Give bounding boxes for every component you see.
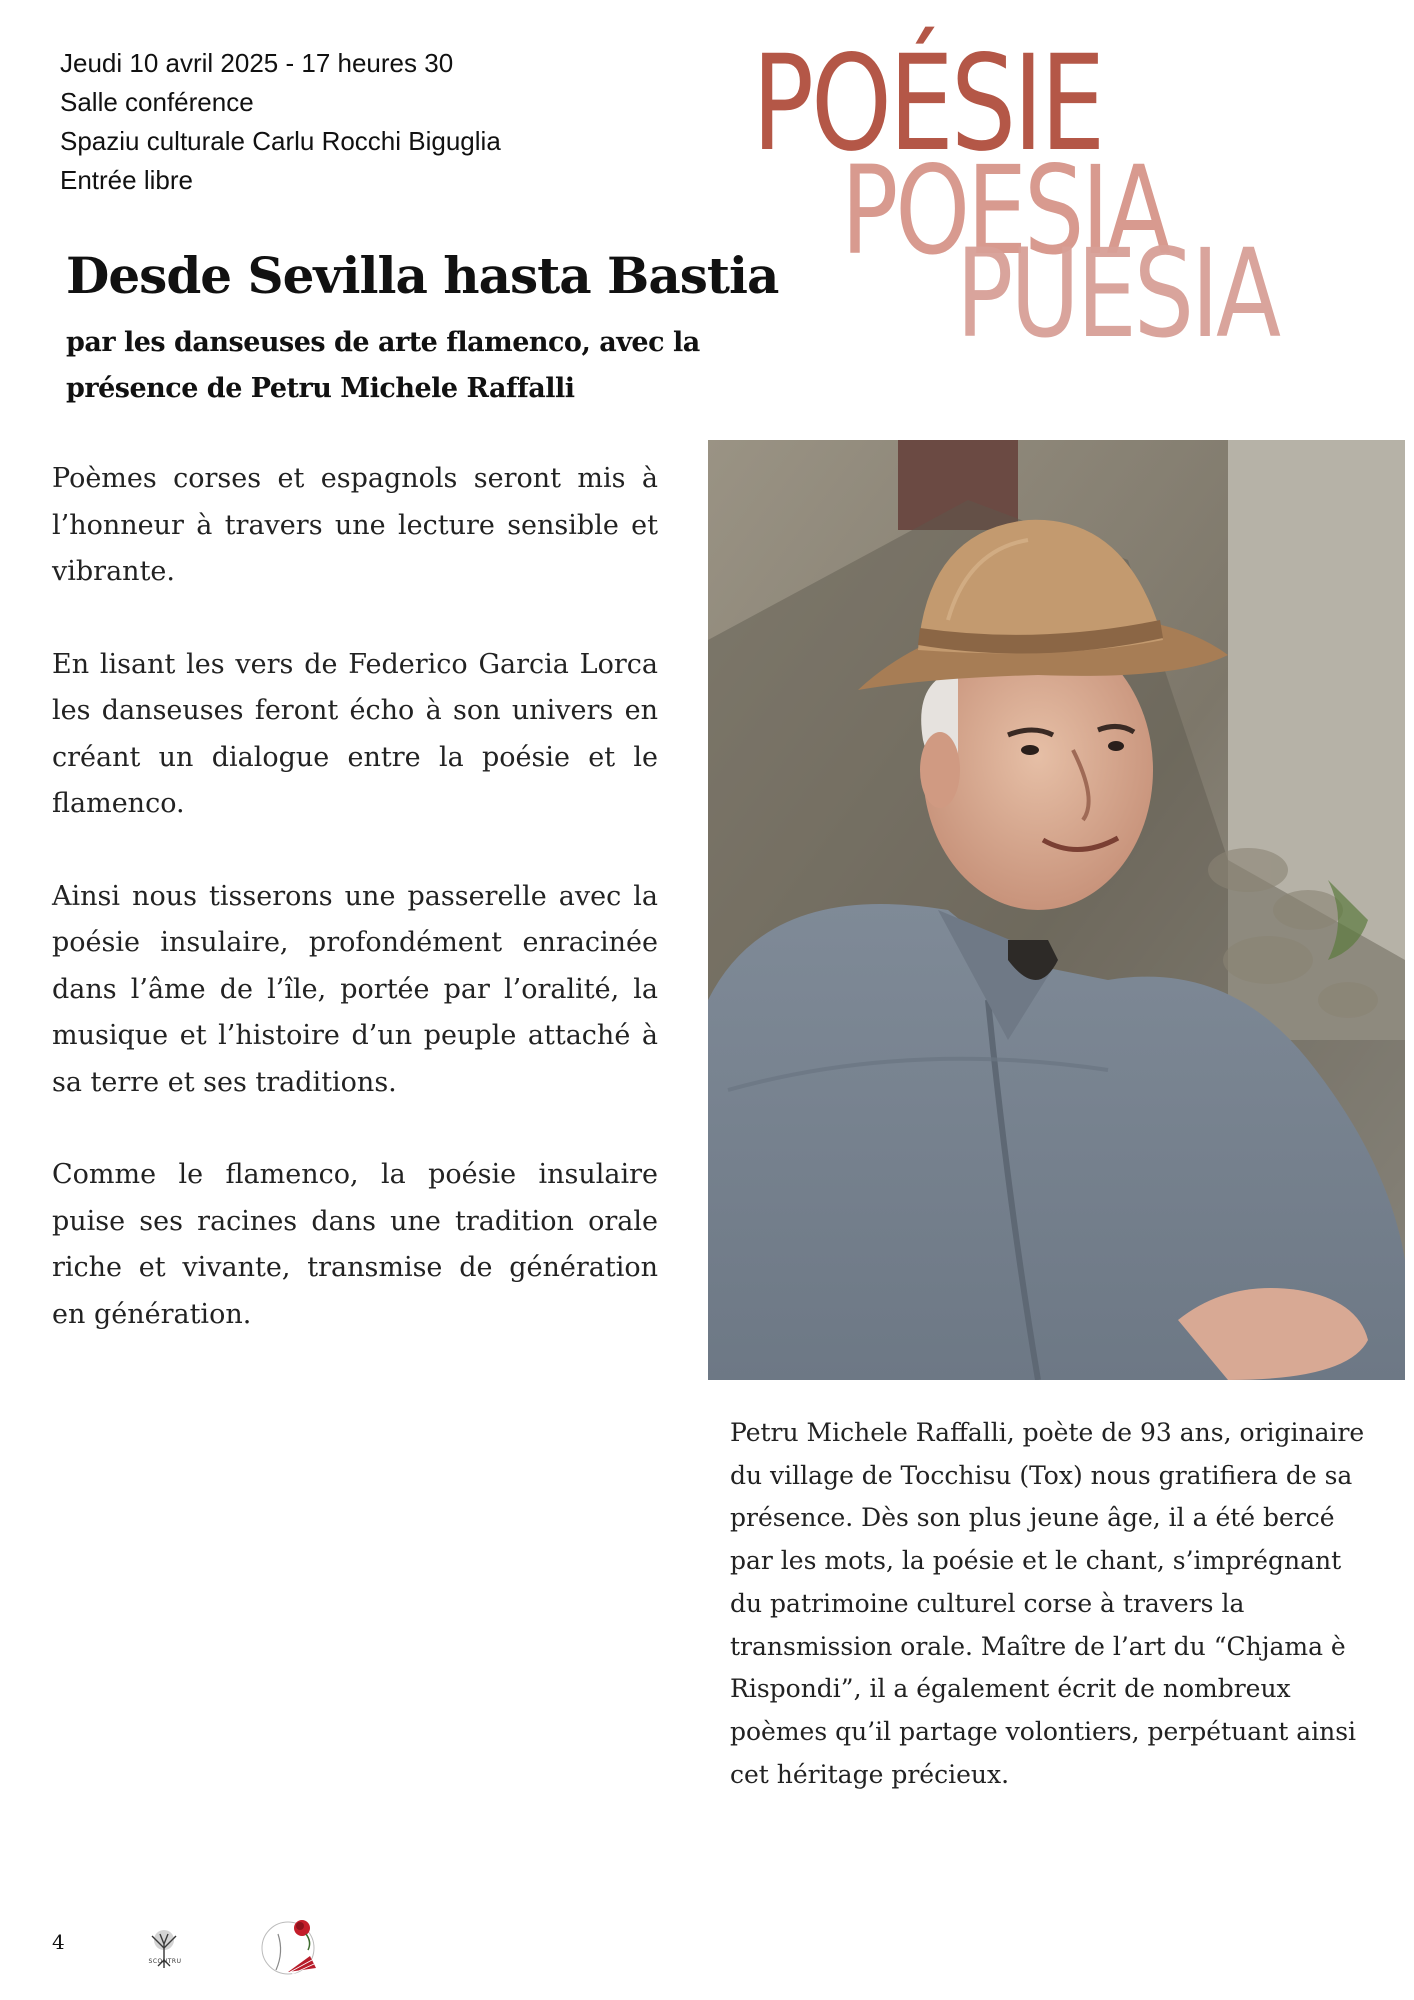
portrait-photo [708, 440, 1405, 1380]
paragraph-2: En lisant les vers de Federico Garcia Lorca les danseuses feront écho à son univers en créant un dialogue entre la poésie et le flamenco. [52, 648, 658, 819]
event-venue: Spaziu culturale Carlu Rocchi Biguglia [60, 126, 501, 156]
page-subtitle: par les danseuses de arte flamenco, avec la présence de Petru Michele Raffalli [66, 327, 700, 404]
paragraph-1: Poèmes corses et espagnols seront mis à l’honneur à travers une lecture sensible et vibrante. [52, 463, 658, 587]
rose-fan-icon [258, 1912, 328, 1984]
paragraph-4: Comme le flamenco, la poésie insulaire puise ses racines dans une tradition orale riche et vivante, transmise de génération en génération. [52, 1159, 658, 1330]
logo-word-poesie: POÉSIE [752, 27, 1103, 181]
article-body [52, 456, 658, 1384]
event-room: Salle conférence [60, 87, 254, 117]
logo-word-poesia: POESIA [841, 140, 1169, 282]
paragraph-3: Ainsi nous tisserons une passerelle avec la poésie insulaire, profondément enracinée dans l’âme de l’île, portée par l’oralité, la musique et l’histoire d’un peuple attaché à sa terre et ses traditions. [52, 880, 658, 1098]
page-title: Desde Sevilla hasta Bastia [66, 246, 779, 305]
tree-icon [142, 1926, 186, 1974]
page-number: 4 [52, 1930, 65, 1954]
photo-caption: Petru Michele Raffalli, poète de 93 ans, originaire du village de Tocchisu (Tox) nous gratifiera de sa présence. Dès son plus jeune âge, il a été bercé par les mots, la poésie et le chant, s’imprégnant du patrimoine culturel corse à travers la transmission orale. Maître de l’art du “Chjama è Rispondi”, il a également écrit de nombreux poèmes qu’il partage volontiers, perpétuant ainsi cet héritage précieux. [730, 1418, 1365, 1789]
event-info [60, 44, 501, 200]
portrait-illustration [708, 440, 1405, 1380]
logo-scontru-text: SCONTRU [148, 1958, 182, 1965]
event-date: Jeudi 10 avril 2025 - 17 heures 30 [60, 48, 454, 78]
event-entry: Entrée libre [60, 165, 193, 195]
logo-word-puesia: PUESIA [956, 223, 1279, 365]
